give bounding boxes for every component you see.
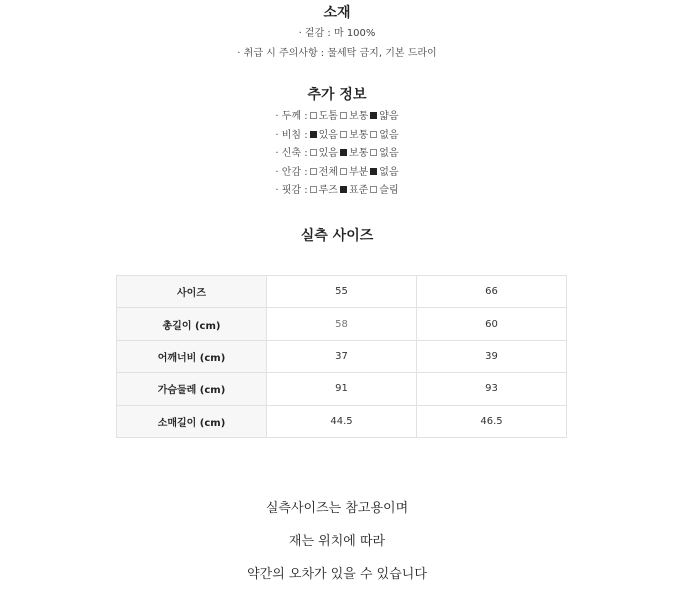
row-label: 소매길이 (cm) <box>117 405 267 437</box>
extra-info-option: 도톰 <box>318 111 338 122</box>
checked-box-icon <box>370 168 377 175</box>
extra-info-label: · 핏감 : <box>275 185 308 196</box>
extra-info-title: 추가 정보 <box>307 87 367 103</box>
table-row <box>117 405 567 437</box>
unchecked-box-icon <box>310 112 317 119</box>
extra-info-option: 슬림 <box>379 185 399 196</box>
extra-info-label: · 두께 : <box>275 111 308 122</box>
size-value: 39 <box>417 340 567 372</box>
checked-box-icon <box>310 131 317 138</box>
extra-info-option: 없음 <box>379 166 399 178</box>
unchecked-box-icon <box>310 168 317 175</box>
unchecked-box-icon <box>370 186 377 193</box>
extra-info-row <box>0 145 674 164</box>
extra-info-row <box>0 164 674 183</box>
size-notice <box>0 494 674 593</box>
extra-info-option: 보통 <box>348 148 369 159</box>
extra-info-option: 보통 <box>348 129 369 141</box>
material-care: · 취급 시 주의사항 : 물세탁 금지, 기본 드라이 <box>237 48 437 59</box>
extra-info-label: · 신축 : <box>275 148 308 159</box>
size-value: 91 <box>267 373 417 405</box>
extra-info-label: · 비침 : <box>275 129 308 141</box>
unchecked-box-icon <box>340 112 347 119</box>
row-label: 사이즈 <box>117 276 267 308</box>
row-label: 어깨너비 (cm) <box>117 340 267 372</box>
material-fabric: · 겉감 : 마 100% <box>298 28 376 39</box>
extra-info-option: 표준 <box>348 185 369 196</box>
row-label: 총길이 (cm) <box>117 308 267 340</box>
notice-line: 재는 위치에 따라 <box>288 534 386 549</box>
extra-info-option: 루즈 <box>318 185 338 196</box>
extra-info-label: · 안감 : <box>275 166 308 178</box>
table-row <box>117 276 567 308</box>
extra-info-option: 있음 <box>318 148 338 159</box>
checked-box-icon <box>340 149 347 156</box>
extra-info-option: 없음 <box>379 129 399 141</box>
size-value: 44.5 <box>267 405 417 437</box>
unchecked-box-icon <box>340 131 347 138</box>
checked-box-icon <box>340 186 347 193</box>
extra-info-list <box>0 108 674 201</box>
table-row <box>117 340 567 372</box>
unchecked-box-icon <box>370 131 377 138</box>
checked-box-icon <box>370 112 377 119</box>
size-title: 실측 사이즈 <box>300 228 374 244</box>
table-row <box>117 373 567 405</box>
size-value: 37 <box>267 340 417 372</box>
unchecked-box-icon <box>310 149 317 156</box>
table-row <box>117 308 567 340</box>
notice-line: 실측사이즈는 참고용이며 <box>265 501 409 516</box>
extra-info-row <box>0 108 674 127</box>
size-value: 93 <box>417 373 567 405</box>
extra-info-row <box>0 182 674 201</box>
extra-info-option: 전체 <box>318 166 338 178</box>
material-title: 소재 <box>323 5 351 21</box>
unchecked-box-icon <box>340 168 347 175</box>
material-section <box>0 2 674 64</box>
extra-info-option: 있음 <box>318 129 338 141</box>
extra-info-row <box>0 127 674 146</box>
size-value: 58 <box>267 308 417 340</box>
unchecked-box-icon <box>370 149 377 156</box>
notice-line: 약간의 오차가 있을 수 있습니다 <box>247 567 427 582</box>
size-value: 46.5 <box>417 405 567 437</box>
unchecked-box-icon <box>310 186 317 193</box>
extra-info-option: 부분 <box>348 166 369 178</box>
size-value: 66 <box>417 276 567 308</box>
size-value: 55 <box>267 276 417 308</box>
size-value: 60 <box>417 308 567 340</box>
extra-info-option: 없음 <box>379 148 399 159</box>
extra-info-option: 얇음 <box>379 111 399 122</box>
row-label: 가슴둘레 (cm) <box>117 373 267 405</box>
size-table <box>116 275 567 438</box>
extra-info-section <box>0 84 674 201</box>
extra-info-option: 보통 <box>348 111 369 122</box>
